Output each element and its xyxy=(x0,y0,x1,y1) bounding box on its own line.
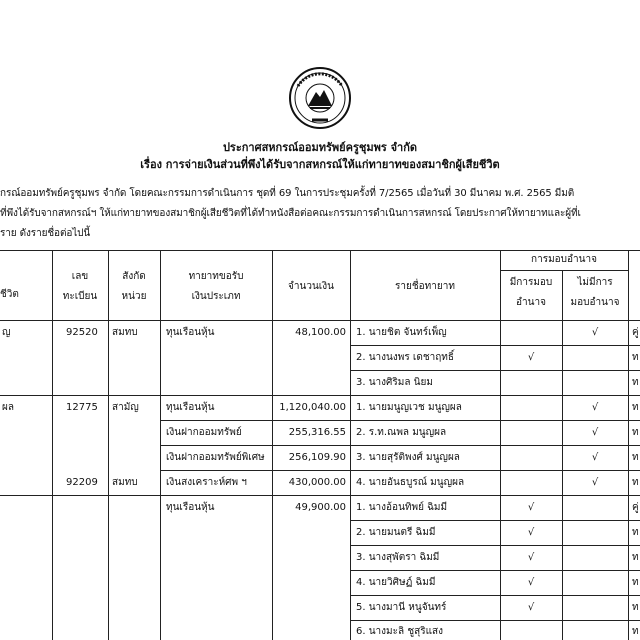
deceased-name: ผล xyxy=(2,402,14,413)
benefit-type: ทุนเรือนหุ้น xyxy=(166,402,215,413)
table-border-top xyxy=(0,250,640,251)
benefit-type: เงินสงเคราะห์ศพ ฯ xyxy=(166,477,247,488)
benefit-type: เงินฝากออมทรัพย์พิเศษ xyxy=(166,452,265,463)
heir-remark: คู่ xyxy=(632,502,639,513)
row-line xyxy=(160,445,640,446)
heir-name: 3. นางศิริมล นิยม xyxy=(356,377,433,388)
poa-check-icon: √ xyxy=(527,602,535,613)
col-line xyxy=(272,250,273,640)
row-line xyxy=(160,420,640,421)
row-line xyxy=(160,470,640,471)
row-line xyxy=(350,345,640,346)
heir-name: 4. นายอันธบูรณ์ มนูญผล xyxy=(356,477,465,488)
poa-check-icon: √ xyxy=(527,352,535,363)
heir-name: 3. นางสุพัตรา ฉิมมี xyxy=(356,552,440,563)
no-poa-check-icon: √ xyxy=(591,427,599,438)
benefit-amount: 256,109.90 xyxy=(288,452,346,463)
unit: สมทบ xyxy=(112,327,138,338)
group-line xyxy=(0,495,640,496)
poa-subheader-line xyxy=(500,270,628,271)
member-no: 12775 xyxy=(66,402,98,413)
benefit-type: ทุนเรือนหุ้น xyxy=(166,502,215,513)
header-amount: จำนวนเงิน xyxy=(288,281,334,292)
deceased-name: ญ xyxy=(2,327,11,338)
col-line xyxy=(108,250,109,640)
heir-remark: ท xyxy=(632,402,639,413)
no-poa-check-icon: √ xyxy=(591,452,599,463)
poa-check-icon: √ xyxy=(527,552,535,563)
no-poa-check-icon: √ xyxy=(591,327,599,338)
member-no: 92209 xyxy=(66,477,98,488)
row-line xyxy=(350,520,640,521)
col-line xyxy=(160,250,161,640)
row-line xyxy=(350,620,640,621)
benefit-amount: 49,900.00 xyxy=(295,502,346,513)
row-line xyxy=(350,595,640,596)
heir-remark: ท xyxy=(632,377,639,388)
body-line-2: ที่พึงได้รับจากสหกรณ์ฯ ให้แก่ทายาทของสมาชิกผู้เสียชีวิตที่ได้ทำหนังสือต่อคณะกรรมการดำเนินการสหกรณ์ โดยประกาศให้ทายาทและผู้ที่เ xyxy=(0,208,581,219)
heir-remark: ท xyxy=(632,577,639,588)
heir-name: 6. นางมะลิ ชูสุริแสง xyxy=(356,626,444,637)
header-member-no-2: ทะเบียน xyxy=(62,291,98,302)
announcement-title: ประกาศสหกรณ์ออมทรัพย์ครูชุมพร จำกัด xyxy=(222,141,418,154)
heir-name: 2. นายมนตรี ฉิมมี xyxy=(356,527,436,538)
heir-remark: ท xyxy=(632,427,639,438)
row-line xyxy=(350,570,640,571)
heir-name: 2. ร.ท.ณพล มนูญผล xyxy=(356,427,447,438)
header-deceased: ชีวิต xyxy=(0,289,19,300)
header-poa: การมอบอำนาจ xyxy=(531,254,597,265)
heir-remark: ท xyxy=(632,552,639,563)
header-unit-2: หน่วย xyxy=(121,291,147,302)
body-line-3: ราย ดังรายชื่อต่อไปนี้ xyxy=(0,228,91,239)
col-line xyxy=(628,250,629,640)
header-poa-yes-2: อำนาจ xyxy=(516,297,546,308)
body-line-1: กรณ์ออมทรัพย์ครูชุมพร จำกัด โดยคณะกรรมการดำเนินการ ชุดที่ 69 ในการประชุมครั้งที่ 7/2565 เมื่อวันที่ 30 มีนาคม พ.ศ. 2565 มีมติ xyxy=(0,188,575,199)
no-poa-check-icon: √ xyxy=(591,402,599,413)
col-line xyxy=(52,250,53,640)
heir-name: 4. นายวิศิษฏ์ ฉิมมี xyxy=(356,577,436,588)
heir-remark: ท xyxy=(632,477,639,488)
benefit-amount: 48,100.00 xyxy=(295,327,346,338)
poa-check-icon: √ xyxy=(527,502,535,513)
heir-name: 1. นายมนูญเวช มนูญผล xyxy=(356,402,462,413)
member-no: 92520 xyxy=(66,327,98,338)
heir-remark: คู่ xyxy=(632,327,639,338)
header-bottom-line xyxy=(0,320,640,321)
poa-check-icon: √ xyxy=(527,527,535,538)
poa-check-icon: √ xyxy=(527,577,535,588)
heir-remark: ท xyxy=(632,602,639,613)
header-benefit-1: ทายาทขอรับ xyxy=(188,271,244,282)
benefit-amount: 430,000.00 xyxy=(288,477,346,488)
heir-name: 1. นายชิต จันทร์เพ็ญ xyxy=(356,327,447,338)
heir-remark: ท xyxy=(632,527,639,538)
heir-name: 5. นางมานี หนูจันทร์ xyxy=(356,602,447,613)
heir-name: 2. นางนงพร เดชาฤทธิ์ xyxy=(356,352,454,363)
benefit-amount: 1,120,040.00 xyxy=(279,402,346,413)
heir-remark: ท xyxy=(632,352,639,363)
no-poa-check-icon: √ xyxy=(591,477,599,488)
header-unit-1: สังกัด xyxy=(122,271,146,282)
benefit-type: ทุนเรือนหุ้น xyxy=(166,327,215,338)
benefit-type: เงินฝากออมทรัพย์ xyxy=(166,427,242,438)
benefit-amount: 255,316.55 xyxy=(288,427,346,438)
header-poa-no-1: ไม่มีการ xyxy=(577,277,613,288)
heir-remark: ท xyxy=(632,452,639,463)
row-line xyxy=(350,370,640,371)
heir-remark: ท xyxy=(632,626,639,637)
group-line xyxy=(0,395,640,396)
cooperative-seal-icon xyxy=(288,66,352,130)
header-member-no-1: เลข xyxy=(71,271,89,282)
heir-name: 3. นายสุรัติพงศ์ มนูญผล xyxy=(356,452,460,463)
announcement-subject: เรื่อง การจ่ายเงินส่วนที่พึงได้รับจากสหกรณ์ให้แก่ทายาทของสมาชิกผู้เสียชีวิต xyxy=(140,158,500,171)
header-poa-no-2: มอบอำนาจ xyxy=(570,297,620,308)
header-heirs: รายชื่อทายาท xyxy=(395,281,455,292)
unit: สามัญ xyxy=(112,402,139,413)
heir-name: 1. นางอ้อนทิพย์ ฉิมมี xyxy=(356,502,448,513)
unit: สมทบ xyxy=(112,477,138,488)
col-line xyxy=(350,250,351,640)
row-line xyxy=(350,545,640,546)
header-poa-yes-1: มีการมอบ xyxy=(509,277,553,288)
header-benefit-2: เงินประเภท xyxy=(191,291,241,302)
